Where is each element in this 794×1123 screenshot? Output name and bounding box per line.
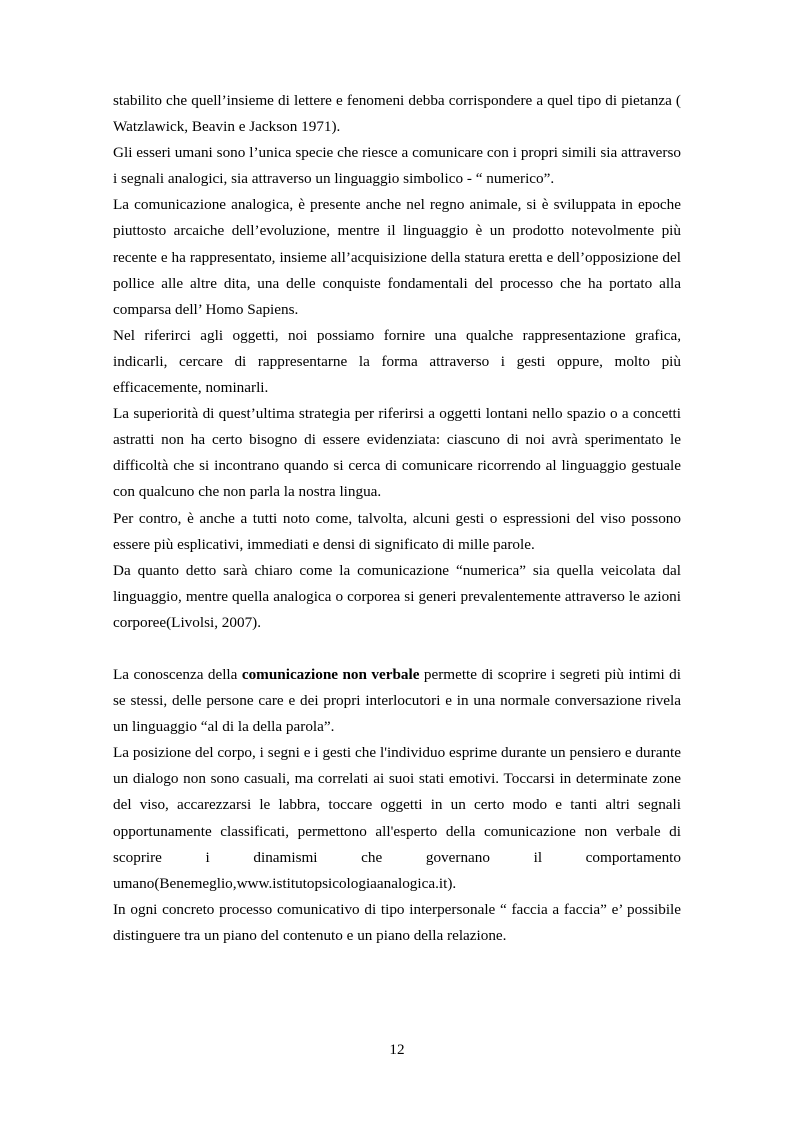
- paragraph: In ogni concreto processo comunicativo di tipo interpersonale “ faccia a faccia” e’ possibile distinguere tra un piano del contenuto e un piano della relazione.: [113, 900, 681, 944]
- paragraph: La posizione del corpo, i segni e i gesti che l'individuo esprime durante un pensiero e durante un dialogo non sono casuali, ma correlati ai suoi stati emotivi. Toccarsi in determinate zone del viso, accarezzarsi le labbra, toccare oggetti in un certo modo e tanti altri segnali opportunamente classificati, permettono all'esperto della comunicazione non verbale di scoprire i dinamismi che governano il comportamento umano(Benemeglio,www.istitutopsicologiaanalogica.it).: [113, 744, 681, 892]
- page-number: 12: [389, 1041, 405, 1058]
- paragraph-non-verbal-intro: [113, 662, 681, 740]
- paragraph: Per contro, è anche a tutti noto come, talvolta, alcuni gesti o espressioni del viso possono essere più esplicativi, immediati e densi di significato di mille parole.: [113, 509, 681, 553]
- paragraph: stabilito che quell’insieme di lettere e fenomeni debba corrispondere a quel tipo di pietanza ( Watzlawick, Beavin e Jackson 1971).: [113, 92, 681, 136]
- paragraph: Nel riferirci agli oggetti, noi possiamo fornire una qualche rappresentazione grafica, indicarli, cercare di rappresentarne la forma attraverso i gesti oppure, molto più efficacemente, nominarli.: [113, 326, 681, 397]
- paragraph: La comunicazione analogica, è presente anche nel regno animale, si è sviluppata in epoche piuttosto arcaiche dell’evoluzione, mentre il linguaggio è un prodotto notevolmente più recente e ha rappresentato, insieme all’acquisizione della statura eretta e dell’opposizione del pollice alle altre dita, una delle conquiste fondamentali del processo che ha portato alla comparsa dell’ Homo Sapiens.: [113, 196, 681, 318]
- paragraph: Gli esseri umani sono l’unica specie che riesce a comunicare con i propri simili sia attraverso i segnali analogici, sia attraverso un linguaggio simbolico - “ numerico”.: [113, 144, 681, 188]
- paragraph: Da quanto detto sarà chiaro come la comunicazione “numerica” sia quella veicolata dal linguaggio, mentre quella analogica o corporea si generi prevalentemente attraverso le azioni corporee(Livolsi, 2007).: [113, 561, 681, 631]
- paragraph-text: La conoscenza della: [113, 665, 242, 683]
- paragraph-spacer: [113, 636, 681, 662]
- document-body: [113, 88, 681, 949]
- paragraph-text: permette di scoprire i segreti più intimi di se stessi, delle persone care e dei propri interlocutori e in una normale conversazione rivela un linguaggio “al di la della parola”.: [113, 665, 681, 736]
- paragraph: La superiorità di quest’ultima strategia per riferirsi a oggetti lontani nello spazio o a concetti astratti non ha certo bisogno di essere evidenziata: ciascuno di noi avrà sperimentato le difficoltà che si incontrano quando si cerca di comunicare ricorrendo al linguaggio gestuale con qualcuno che non parla la nostra lingua.: [113, 405, 681, 501]
- bold-term: comunicazione non verbale: [241, 665, 420, 683]
